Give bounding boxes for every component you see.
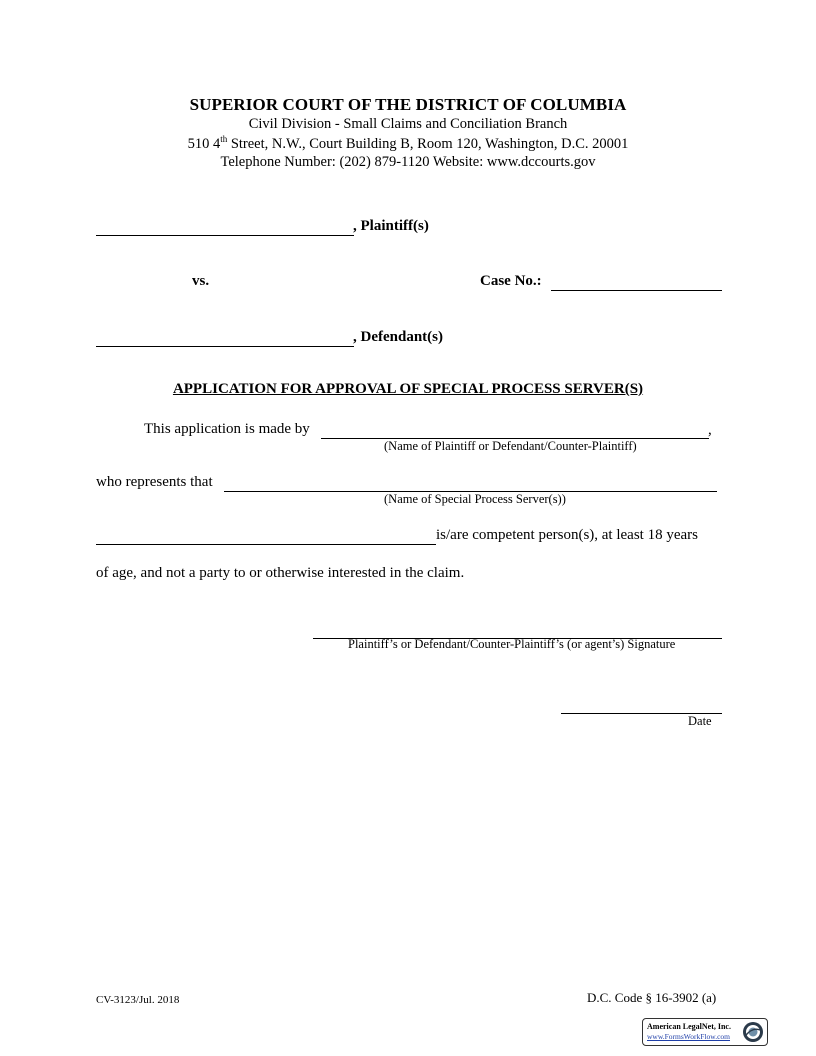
- dc-code: D.C. Code § 16-3902 (a): [587, 990, 717, 1005]
- address-rest: Street, N.W., Court Building B, Room 120, Washington, D.C. 20001: [227, 135, 629, 152]
- applicant-name-caption: (Name of Plaintiff or Defendant/Counter-Plaintiff): [384, 439, 637, 453]
- defendant-label: , Defendant(s): [353, 329, 443, 345]
- process-server-caption: (Name of Special Process Server(s)): [384, 492, 566, 506]
- american-legalnet-badge[interactable]: [642, 1018, 768, 1046]
- plaintiff-name-field[interactable]: [96, 235, 354, 236]
- competent-text: is/are competent person(s), at least 18 years: [436, 527, 698, 543]
- process-server-continued-field[interactable]: [96, 544, 436, 545]
- contact-line: Telephone Number: (202) 879-1120 Website: www.dccourts.gov: [220, 154, 596, 170]
- badge-company-name: American LegalNet, Inc.: [647, 1022, 731, 1031]
- form-title: APPLICATION FOR APPROVAL OF SPECIAL PROCESS SERVER(S): [172, 381, 644, 397]
- age-text: of age, and not a party to or otherwise interested in the claim.: [96, 565, 465, 581]
- address-superscript: th: [220, 134, 228, 144]
- address-number: 510 4: [187, 135, 221, 152]
- vs-label: vs.: [192, 273, 210, 289]
- plaintiff-label: , Plaintiff(s): [353, 218, 429, 234]
- represents-text: who represents that: [96, 474, 213, 490]
- badge-url[interactable]: www.FormsWorkFlow.com: [647, 1032, 731, 1041]
- case-no-label: Case No.:: [480, 273, 542, 289]
- court-name: SUPERIOR COURT OF THE DISTRICT OF COLUMBIA: [189, 95, 627, 114]
- date-caption: Date: [688, 714, 712, 728]
- case-number-field[interactable]: [551, 290, 722, 291]
- form-number: CV-3123/Jul. 2018: [96, 994, 180, 1006]
- defendant-name-field[interactable]: [96, 346, 354, 347]
- globe-logo-icon: [742, 1021, 764, 1043]
- division-line: Civil Division - Small Claims and Conciliation Branch: [248, 116, 568, 132]
- signature-caption: Plaintiff’s or Defendant/Counter-Plaintiff’s (or agent’s) Signature: [348, 637, 676, 651]
- made-by-text: This application is made by: [144, 421, 310, 437]
- made-by-comma: ,: [708, 422, 712, 438]
- address-line: [0, 134, 816, 153]
